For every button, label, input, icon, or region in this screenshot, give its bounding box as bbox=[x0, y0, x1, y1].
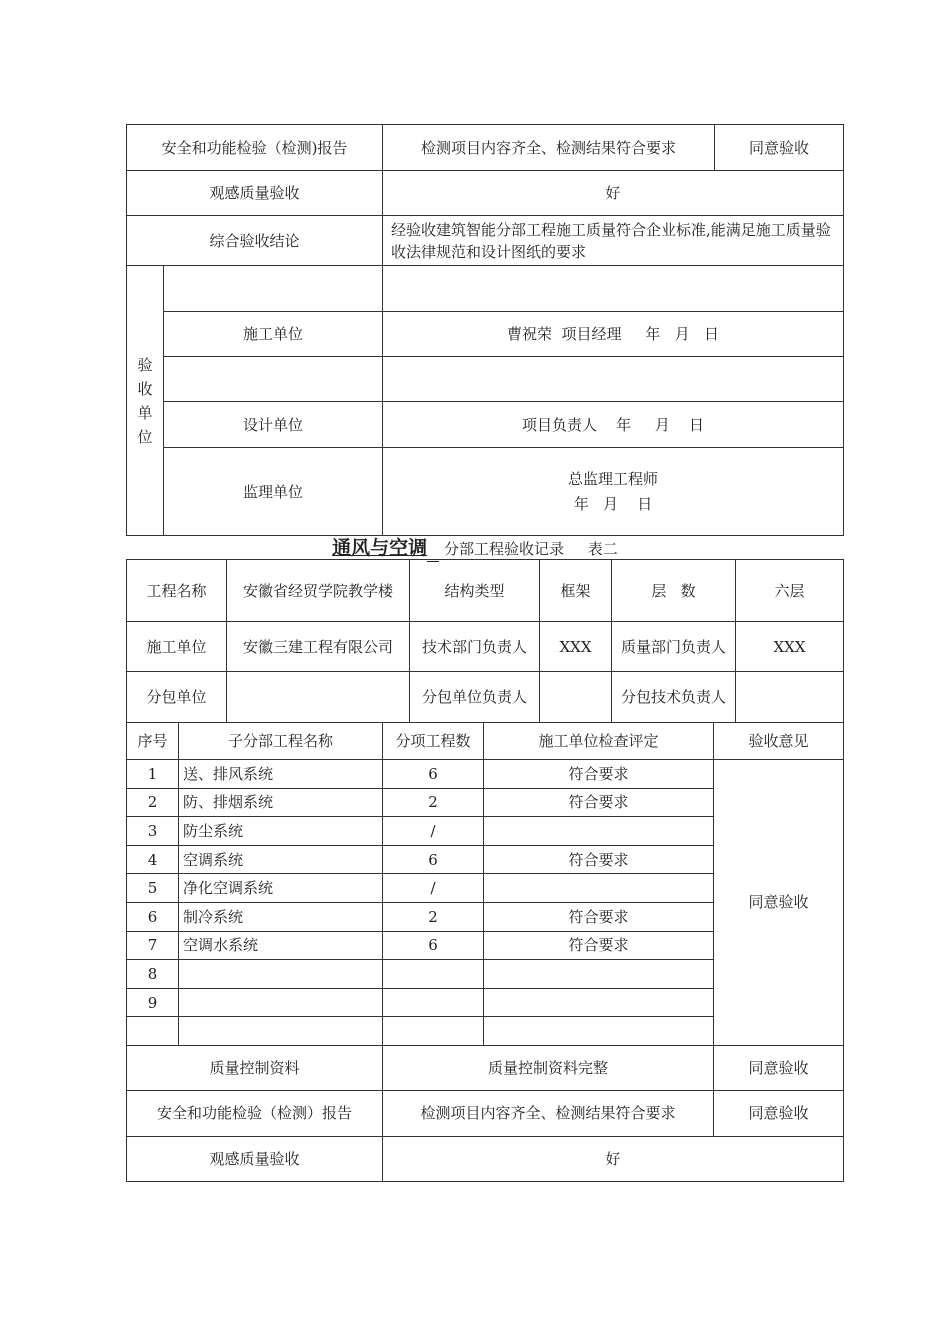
supervision-unit-label: 监理单位 bbox=[164, 448, 383, 536]
row-count: 2 bbox=[383, 902, 484, 931]
row-name bbox=[179, 988, 383, 1017]
conclusion-value: 经验收建筑智能分部工程施工质量符合企业标准,能满足施工质量验收法律规范和设计图纸的要求 bbox=[383, 216, 844, 266]
vertical-char: 收 bbox=[137, 379, 153, 398]
sub-head-label: 分包单位负责人 bbox=[410, 672, 540, 723]
qc-value: 质量控制资料完整 bbox=[383, 1045, 714, 1090]
row-no: 5 bbox=[127, 874, 179, 903]
blank-cell bbox=[383, 357, 844, 402]
vertical-char: 位 bbox=[137, 427, 153, 446]
supervision-sign-line2: 年 月 日 bbox=[573, 495, 653, 513]
quality-head-label: 质量部门负责人 bbox=[612, 622, 736, 672]
row-eval bbox=[484, 817, 714, 846]
safety-report-label: 安全和功能检验（检测)报告 bbox=[127, 125, 383, 171]
construction-unit-label: 施工单位 bbox=[127, 622, 227, 672]
row-no: 4 bbox=[127, 845, 179, 874]
safety-report-opinion: 同意验收 bbox=[714, 1090, 844, 1136]
row-eval: 符合要求 bbox=[484, 760, 714, 789]
project-info-table bbox=[126, 559, 844, 723]
supervision-unit-sign bbox=[383, 448, 844, 536]
blank-cell bbox=[383, 266, 844, 312]
row-no: 3 bbox=[127, 817, 179, 846]
row-count bbox=[383, 1017, 484, 1046]
vertical-char: 单 bbox=[137, 403, 153, 422]
design-unit-sign: 项目负责人 年 月 日 bbox=[383, 402, 844, 448]
header-count: 分项工程数 bbox=[383, 723, 484, 760]
acceptance-table-1 bbox=[126, 124, 844, 536]
header-name: 子分部工程名称 bbox=[179, 723, 383, 760]
project-name-value: 安徽省经贸学院教学楼 bbox=[227, 560, 410, 622]
row-eval bbox=[484, 988, 714, 1017]
row-eval: 符合要求 bbox=[484, 902, 714, 931]
row-name: 制冷系统 bbox=[179, 902, 383, 931]
subcontract-label: 分包单位 bbox=[127, 672, 227, 723]
row-eval: 符合要求 bbox=[484, 931, 714, 960]
row-eval bbox=[484, 960, 714, 989]
row-no: 1 bbox=[127, 760, 179, 789]
row-no: 9 bbox=[127, 988, 179, 1017]
header-no: 序号 bbox=[127, 723, 179, 760]
sub-tech-label: 分包技术负责人 bbox=[612, 672, 736, 723]
vertical-char: 验 bbox=[137, 355, 153, 374]
construction-unit-sign: 曹祝荣 项目经理 年 月 日 bbox=[383, 312, 844, 357]
row-no bbox=[127, 1017, 179, 1046]
blank-cell bbox=[164, 357, 383, 402]
row-no: 7 bbox=[127, 931, 179, 960]
appearance-value: 好 bbox=[383, 1136, 844, 1181]
tech-head-value: XXX bbox=[540, 622, 612, 672]
section-title-main: 通风与空调 bbox=[332, 537, 428, 559]
structure-type-value: 框架 bbox=[540, 560, 612, 622]
safety-report-opinion: 同意验收 bbox=[715, 125, 844, 171]
subcontract-value bbox=[227, 672, 410, 723]
row-count bbox=[383, 988, 484, 1017]
row-name bbox=[179, 960, 383, 989]
row-name: 送、排风系统 bbox=[179, 760, 383, 789]
tech-head-label: 技术部门负责人 bbox=[410, 622, 540, 672]
sub-head-value bbox=[540, 672, 612, 723]
row-no: 6 bbox=[127, 902, 179, 931]
row-name bbox=[179, 1017, 383, 1046]
appearance-label: 观感质量验收 bbox=[127, 1136, 383, 1181]
construction-unit-value: 安徽三建工程有限公司 bbox=[227, 622, 410, 672]
safety-report-label: 安全和功能检验（检测）报告 bbox=[127, 1090, 383, 1136]
floors-label: 层 数 bbox=[612, 560, 736, 622]
sub-tech-value bbox=[736, 672, 844, 723]
safety-report-value: 检测项目内容齐全、检测结果符合要求 bbox=[383, 1090, 714, 1136]
row-count: / bbox=[383, 874, 484, 903]
row-count: 6 bbox=[383, 845, 484, 874]
design-unit-label: 设计单位 bbox=[164, 402, 383, 448]
row-no: 8 bbox=[127, 960, 179, 989]
project-name-label: 工程名称 bbox=[127, 560, 227, 622]
structure-type-label: 结构类型 bbox=[410, 560, 540, 622]
section-title bbox=[0, 535, 950, 562]
subproject-table bbox=[126, 722, 844, 1182]
header-eval: 施工单位检查评定 bbox=[484, 723, 714, 760]
row-name: 净化空调系统 bbox=[179, 874, 383, 903]
row-name: 空调水系统 bbox=[179, 931, 383, 960]
construction-unit-label: 施工单位 bbox=[164, 312, 383, 357]
row-eval: 符合要求 bbox=[484, 788, 714, 817]
row-eval bbox=[484, 1017, 714, 1046]
row-name: 防尘系统 bbox=[179, 817, 383, 846]
blank-cell bbox=[164, 266, 383, 312]
qc-opinion: 同意验收 bbox=[714, 1045, 844, 1090]
row-no: 2 bbox=[127, 788, 179, 817]
row-eval: 符合要求 bbox=[484, 845, 714, 874]
row-count bbox=[383, 960, 484, 989]
row-count: 6 bbox=[383, 760, 484, 789]
quality-head-value: XXX bbox=[736, 622, 844, 672]
section-title-sub: 分部工程验收记录 表二 bbox=[443, 540, 618, 558]
row-count: 2 bbox=[383, 788, 484, 817]
row-name: 防、排烟系统 bbox=[179, 788, 383, 817]
conclusion-label: 综合验收结论 bbox=[127, 216, 383, 266]
appearance-label: 观感质量验收 bbox=[127, 171, 383, 216]
header-opinion: 验收意见 bbox=[714, 723, 844, 760]
acceptance-unit-vertical-label bbox=[127, 266, 164, 536]
row-name: 空调系统 bbox=[179, 845, 383, 874]
floors-value: 六层 bbox=[736, 560, 844, 622]
row-eval bbox=[484, 874, 714, 903]
table-row bbox=[127, 760, 844, 789]
acceptance-opinion: 同意验收 bbox=[714, 760, 844, 1046]
row-count: 6 bbox=[383, 931, 484, 960]
appearance-value: 好 bbox=[383, 171, 844, 216]
safety-report-value: 检测项目内容齐全、检测结果符合要求 bbox=[383, 125, 715, 171]
qc-label: 质量控制资料 bbox=[127, 1045, 383, 1090]
row-count: / bbox=[383, 817, 484, 846]
supervision-sign-line1: 总监理工程师 bbox=[568, 470, 659, 488]
